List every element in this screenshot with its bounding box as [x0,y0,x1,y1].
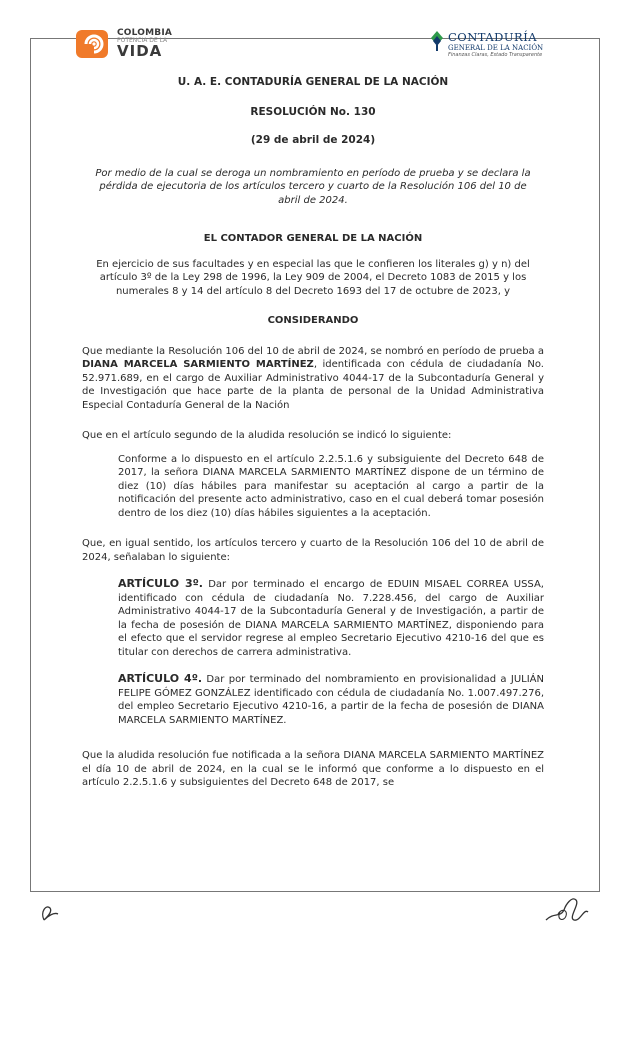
logo-right-line-3: Finanzas Claras, Estado Transparente [448,52,543,58]
paragraph-4: Que la aludida resolución fue notificada a la señora DIANA MARCELA SARMIENTO MARTÍNEZ el día 10 de abril de 2024, en la cual se le informó que conforme a lo dispuesto en el artículo 2.2.5.1.6 y subsiguientes del Decreto 648 de 2017, se [82,750,544,788]
quoted-article-2: Conforme a lo dispuesto en el artículo 2.2.5.1.6 y subsiguiente del Decreto 648 de 2017, la señora DIANA MARCELA SARMIENTO MARTÍNEZ dispone de un término de diez (10) días hábiles para manifestar su aceptación al cargo a partir de la notificación del presente acto administrativo, caso en el cual deberá tomar posesión dentro de los diez (10) días hábiles siguientes a la aceptación. [118,453,544,519]
paragraph-1 [82,345,544,413]
powers-paragraph: En ejercicio de sus facultades y en especial las que le confieren los literales g) y n) del artículo 3º de la Ley 298 de 1996, la Ley 909 de 2004, el Decreto 1083 de 2015 y los numerales 8 y 14 del artículo 8 del Decreto 1693 del 17 de octubre de 2023, y [96,258,530,297]
article-4-text: Dar por terminado del nombramiento en provisionalidad a JULIÁN FELIPE GÓMEZ GONZÁLEZ identificado con cédula de ciudadanía No. 1.007.497.276, del empleo Secretario Ejecutivo 4210-16, a partir de la fecha de posesión de DIANA MARCELA SARMIENTO MARTÍNEZ. [118,674,544,726]
resolution-date: (29 de abril de 2024) [250,134,376,146]
considering-heading: CONSIDERANDO [267,315,359,326]
quoted-article-3 [118,577,544,659]
issuer-title: EL CONTADOR GENERAL DE LA NACIÓN [203,233,423,244]
p1-appointee-name: DIANA MARCELA SARMIENTO MARTÍNEZ [82,359,314,370]
logo-line-1: COLOMBIA [117,28,173,38]
logo-line-3: VIDA [117,42,163,60]
initials-signature-left [38,902,66,928]
quoted-article-4 [118,672,544,727]
paragraph-2: Que en el artículo segundo de la aludida resolución se indicó lo siguiente: [82,430,452,441]
resolution-number: RESOLUCIÓN No. 130 [250,105,376,118]
entity-title: U. A. E. CONTADURÍA GENERAL DE LA NACIÓN [177,76,449,88]
document-body [82,68,544,790]
article-3-label: ARTÍCULO 3º. [118,577,203,590]
article-3-text: Dar por terminado el encargo de EDUIN MISAEL CORREA USSA, identificado con cédula de ciudadanía No. 7.228.456, del cargo de Auxiliar Administrativo 4044-17 de la Subcontaduría General y de Investigación, a partir de la fecha de posesión de DIANA MARCELA SARMIENTO MARTÍNEZ, disponiendo para el efecto que el servidor regrese al empleo Secretario Ejecutivo 4210-16 del que es titular con derechos de carrera administrativa. [118,579,544,658]
paragraph-3: Que, en igual sentido, los artículos tercero y cuarto de la Resolución 106 del 10 de abril de 2024, señalaban lo siguiente: [82,538,544,563]
contaduria-emblem-icon [430,30,444,56]
logo-right-line-1: CONTADURÍA [448,30,538,44]
p1-text-a: Que mediante la Resolución 106 del 10 de abril de 2024, se nombró en período de prueba a [82,345,544,357]
handwritten-signature-right [544,890,590,934]
colombia-swirl-icon [76,28,112,60]
resolution-subject: Por medio de la cual se deroga un nombramiento en período de prueba y se declara la pérdida de ejecutoria de los artículos tercero y cuarto de la Resolución 106 del 10 de abril de 2024. [95,167,531,206]
contaduria-logo [430,30,543,58]
logo-line-2: POTENCIA DE LA [117,37,168,44]
p1-text-b: , identificada con cédula de ciudadanía No. 52.971.689, en el cargo de Auxiliar Administrativo 4044-17 de la Subcontaduría General y de Investigación que hace parte de la planta de personal de la Unidad Administrativa Especial Contaduría General de la Nación [82,359,544,411]
colombia-logo [76,28,172,60]
logo-right-line-2: GENERAL DE LA NACIÓN [448,44,544,52]
article-4-label: ARTÍCULO 4º. [118,672,203,685]
